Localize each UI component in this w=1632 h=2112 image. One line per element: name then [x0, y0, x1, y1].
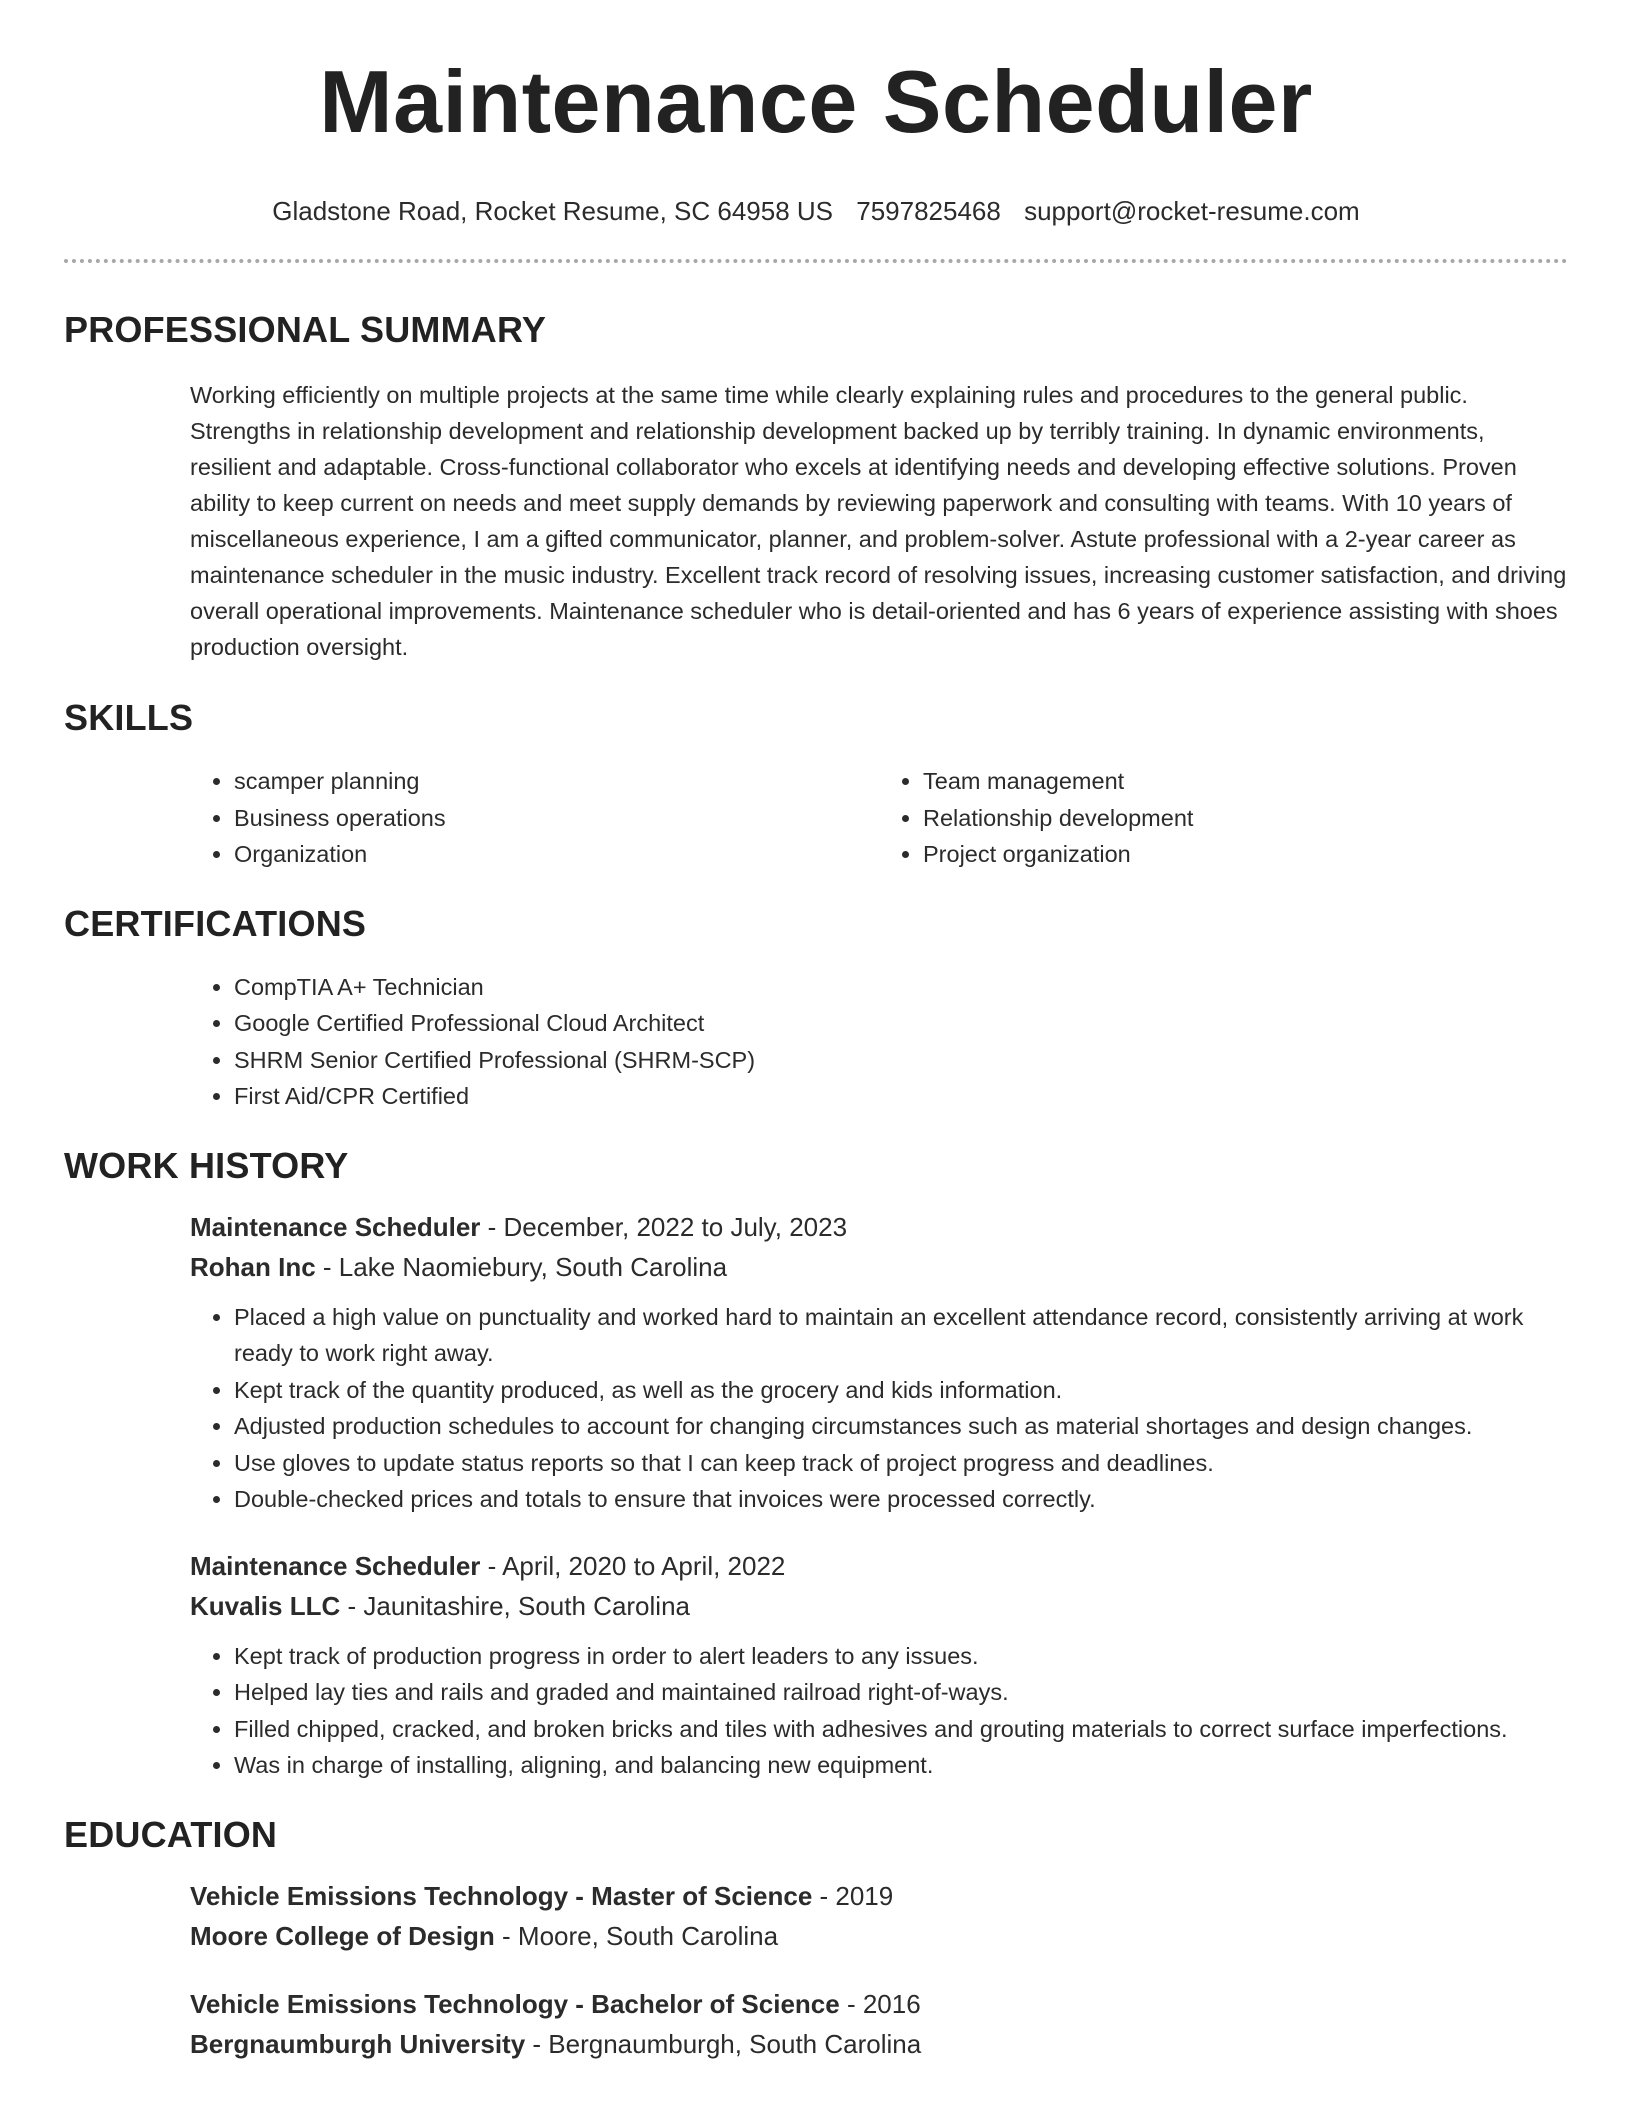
job-duties	[190, 1299, 1568, 1518]
education-degree-line	[190, 1984, 1568, 2024]
education-year: - 2016	[839, 1988, 921, 2019]
job-entry	[64, 1546, 1568, 1784]
job-location: - Jaunitashire, South Carolina	[340, 1590, 690, 1621]
job-duty: • Helped lay ties and rails and graded and maintained railroad right-of-ways.	[234, 1674, 1568, 1711]
job-role: Maintenance Scheduler	[190, 1550, 481, 1581]
skill-item: • scamper planning	[234, 763, 879, 800]
skills-heading: SKILLS	[64, 697, 194, 738]
certifications-list	[64, 969, 1568, 1115]
job-duty: • Use gloves to update status reports so that I can keep track of project progress and deadlines.	[234, 1445, 1568, 1482]
candidate-name: Maintenance Scheduler	[319, 52, 1313, 151]
education-location: - Moore, South Carolina	[494, 1920, 779, 1951]
job-title-line	[190, 1546, 1568, 1586]
skill-item: • Business operations	[234, 800, 879, 837]
job-company-line	[190, 1247, 1568, 1287]
education-entry	[64, 1984, 1568, 2064]
job-duty: • Double-checked prices and totals to ensure that invoices were processed correctly.	[234, 1481, 1568, 1518]
job-company-line	[190, 1586, 1568, 1626]
job-dates: - April, 2020 to April, 2022	[480, 1550, 786, 1581]
education-degree: Vehicle Emissions Technology - Master of Science	[190, 1880, 813, 1911]
education-school-line	[190, 2024, 1568, 2064]
education-location: - Bergnaumburgh, South Carolina	[525, 2028, 922, 2059]
summary-heading: PROFESSIONAL SUMMARY	[64, 309, 547, 350]
job-duty: • Kept track of production progress in order to alert leaders to any issues.	[234, 1638, 1568, 1675]
job-duty: • Filled chipped, cracked, and broken bricks and tiles with adhesives and grouting materials to correct surface imperfections.	[234, 1711, 1568, 1748]
job-duty: • Adjusted production schedules to account for changing circumstances such as material shortages and design changes.	[234, 1408, 1568, 1445]
skills-column-left	[190, 763, 879, 873]
skill-item: • Organization	[234, 836, 879, 873]
job-duty: • Kept track of the quantity produced, as well as the grocery and kids information.	[234, 1372, 1568, 1409]
header-divider	[64, 259, 1568, 263]
job-title-line	[190, 1207, 1568, 1247]
contact-phone: 7597825468	[856, 196, 1001, 226]
skill-item: • Team management	[923, 763, 1568, 800]
certification-item: • Google Certified Professional Cloud Architect	[234, 1005, 1568, 1042]
work-history-heading: WORK HISTORY	[64, 1144, 349, 1186]
job-duty: • Was in charge of installing, aligning, and balancing new equipment.	[234, 1747, 1568, 1784]
job-location: - Lake Naomiebury, South Carolina	[315, 1251, 728, 1282]
summary-text: Working efficiently on multiple projects at the same time while clearly explaining rules and procedures to the general public. Strengths in relationship development and relationship development backed up by terribly training. In dynamic environments, resilient and adaptable. Cross-functional collaborator who excels at identifying needs and developing effective solutions. Proven ability to keep current on needs and meet supply demands by reviewing paperwork and consulting with teams. With 10 years of miscellaneous experience, I am a gifted communicator, planner, and problem-solver. Astute professional with a 2-year career as maintenance scheduler in the music industry. Excellent track record of resolving issues, increasing customer satisfaction, and driving overall operational improvements. Maintenance scheduler who is detail-oriented and has 6 years of experience assisting with shoes production oversight.	[190, 382, 1567, 660]
job-duties	[190, 1638, 1568, 1784]
contact-line	[64, 196, 1568, 227]
certification-item: • CompTIA A+ Technician	[234, 969, 1568, 1006]
job-entry	[64, 1207, 1568, 1518]
education-year: - 2019	[812, 1880, 894, 1911]
education-school: Bergnaumburgh University	[190, 2028, 526, 2059]
education-school: Moore College of Design	[190, 1920, 495, 1951]
skills-list	[64, 763, 1568, 873]
certification-item: • First Aid/CPR Certified	[234, 1078, 1568, 1115]
contact-email: support@rocket-resume.com	[1024, 196, 1360, 226]
job-role: Maintenance Scheduler	[190, 1211, 481, 1242]
certifications-heading: CERTIFICATIONS	[64, 902, 367, 944]
skills-column-right	[879, 763, 1568, 873]
skill-item: • Project organization	[923, 836, 1568, 873]
job-dates: - December, 2022 to July, 2023	[480, 1211, 848, 1242]
job-duty: • Placed a high value on punctuality and worked hard to maintain an excellent attendance record, consistently arriving at work ready to work right away.	[234, 1299, 1568, 1372]
education-school-line	[190, 1916, 1568, 1956]
contact-address: Gladstone Road, Rocket Resume, SC 64958 US	[272, 196, 834, 226]
certification-item: • SHRM Senior Certified Professional (SHRM-SCP)	[234, 1042, 1568, 1079]
job-company: Kuvalis LLC	[190, 1590, 341, 1621]
education-degree-line	[190, 1876, 1568, 1916]
education-heading: EDUCATION	[64, 1813, 278, 1855]
skill-item: • Relationship development	[923, 800, 1568, 837]
job-company: Rohan Inc	[190, 1251, 316, 1282]
education-degree: Vehicle Emissions Technology - Bachelor of Science	[190, 1988, 840, 2019]
education-entry	[64, 1876, 1568, 1956]
